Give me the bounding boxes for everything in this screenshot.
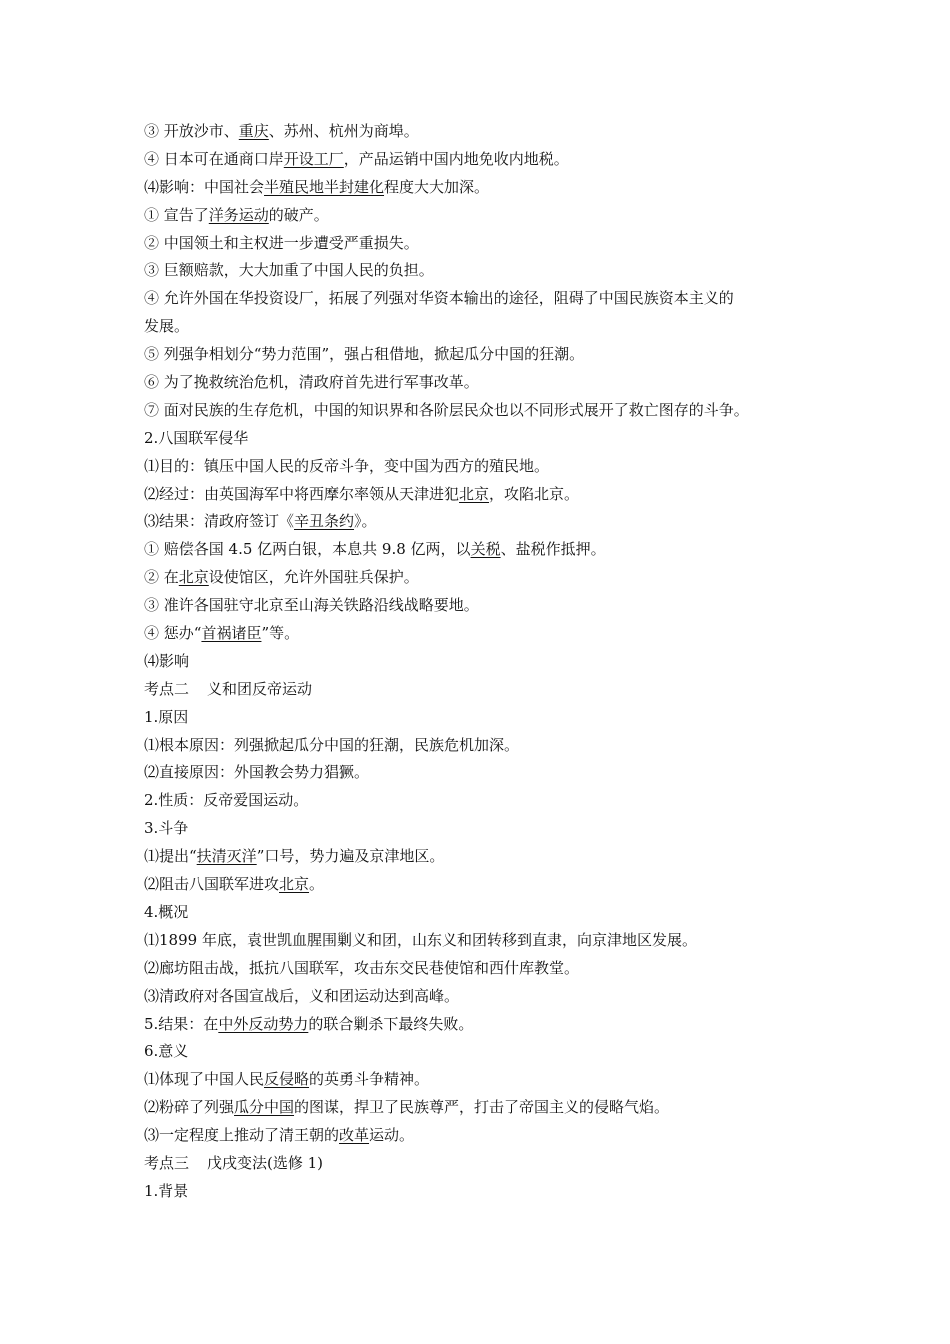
text-segment: ③ 准许各国驻守北京至山海关铁路沿线战略要地。 <box>144 596 479 615</box>
text-segment: ① 宣告了 <box>144 205 209 224</box>
text-line <box>144 1038 814 1066</box>
text-segment: 的图谋，捍卫了民族尊严，打击了帝国主义的侵略气焰。 <box>294 1098 670 1117</box>
text-segment: ⑴目的：镇压中国人民的反帝斗争，变中国为西方的殖民地。 <box>144 456 550 475</box>
text-line <box>144 202 814 230</box>
text-segment: ⑴体现了中国人民 <box>144 1070 265 1089</box>
text-line <box>144 564 814 592</box>
text-line <box>144 341 814 369</box>
text-line <box>144 843 814 871</box>
text-line <box>144 1150 814 1178</box>
text-segment: 考点三 <box>144 1153 190 1172</box>
text-segment: ④ 日本可在通商口岸 <box>144 149 284 168</box>
text-segment: ⑷影响 <box>144 651 190 670</box>
text-segment: 发展。 <box>144 317 190 336</box>
text-line <box>144 1122 814 1150</box>
text-line <box>144 676 814 704</box>
text-line <box>144 1178 814 1206</box>
text-segment: 6.意义 <box>144 1042 189 1061</box>
text-segment: 》。 <box>354 512 377 531</box>
text-line <box>144 648 814 676</box>
text-line <box>144 955 814 983</box>
text-line <box>144 313 814 341</box>
text-segment: 1.原因 <box>144 707 189 726</box>
text-segment: 考点二 <box>144 679 190 698</box>
text-line <box>144 425 814 453</box>
text-line <box>144 592 814 620</box>
underlined-term: 瓜分中国 <box>234 1098 295 1117</box>
text-segment: ⑴根本原因：列强掀起瓜分中国的狂潮，民族危机加深。 <box>144 735 520 754</box>
text-line <box>144 927 814 955</box>
text-segment: ④ 允许外国在华投资设厂，拓展了列强对华资本输出的途径，阻碍了中国民族资本主义的 <box>144 289 734 308</box>
underlined-term: 辛丑条约 <box>294 512 355 531</box>
text-segment: 设使馆区，允许外国驻兵保护。 <box>208 568 419 587</box>
text-line <box>144 787 814 815</box>
text-line <box>144 369 814 397</box>
text-segment: ⑵直接原因：外国教会势力猖獗。 <box>144 763 370 782</box>
text-line <box>144 899 814 927</box>
text-segment: ③ 巨额赔款，大大加重了中国人民的负担。 <box>144 261 434 280</box>
text-segment: ② 中国领土和主权进一步遭受严重损失。 <box>144 233 419 252</box>
underlined-term: 扶清灭洋 <box>196 847 257 866</box>
text-segment: ⑵粉碎了列强 <box>144 1098 235 1117</box>
underlined-term: 开设工厂 <box>283 149 344 168</box>
text-line <box>144 257 814 285</box>
text-segment: 义和团反帝运动 <box>207 679 313 698</box>
text-segment: ⑤ 列强争相划分“势力范围”，强占租借地，掀起瓜分中国的狂潮。 <box>144 345 585 364</box>
text-line <box>144 704 814 732</box>
text-segment: 3.斗争 <box>144 819 189 838</box>
text-segment: ⑦ 面对民族的生存危机，中国的知识界和各阶层民众也以不同形式展开了救亡图存的斗争。 <box>144 400 749 419</box>
text-segment: 的联合剿杀下最终失败。 <box>308 1014 474 1033</box>
text-segment: ⑵经过：由英国海军中将西摩尔率领从天津进犯 <box>144 484 460 503</box>
underlined-term: 重庆 <box>238 122 269 140</box>
text-line <box>144 732 814 760</box>
text-line <box>144 536 814 564</box>
text-segment: ⑶结果：清政府签订《 <box>144 512 295 531</box>
text-line <box>144 230 814 258</box>
text-segment: ”口号，势力遍及京津地区。 <box>256 847 445 866</box>
text-line <box>144 285 814 313</box>
text-line <box>144 453 814 481</box>
text-segment: ④ 惩办“ <box>144 624 202 643</box>
text-segment: ”等。 <box>261 624 300 643</box>
underlined-term: 中外反动势力 <box>218 1014 309 1033</box>
text-line <box>144 815 814 843</box>
text-segment: 、苏州、杭州为商埠。 <box>268 122 419 140</box>
text-segment: ，攻陷北京。 <box>489 484 580 503</box>
text-segment: ② 在 <box>144 568 179 587</box>
text-line <box>144 1066 814 1094</box>
text-segment: 运动。 <box>369 1126 415 1145</box>
text-segment: ⑵阻击八国联军进攻 <box>144 875 280 894</box>
text-segment: ⑶一定程度上推动了清王朝的 <box>144 1126 340 1145</box>
text-line <box>144 508 814 536</box>
text-segment: 4.概况 <box>144 902 189 921</box>
text-segment: ，产品运销中国内地免收内地税。 <box>343 149 569 168</box>
underlined-term: 半殖民地半封建化 <box>264 177 385 196</box>
text-line <box>144 759 814 787</box>
text-line <box>144 1011 814 1039</box>
document-page <box>144 118 814 1206</box>
text-line <box>144 481 814 509</box>
text-segment: ⑴1899 年底，袁世凯血腥围剿义和团，山东义和团转移到直隶，向京津地区发展。 <box>144 930 697 949</box>
text-segment: ⑶清政府对各国宣战后，义和团运动达到高峰。 <box>144 986 460 1005</box>
text-line <box>144 620 814 648</box>
text-segment: ⑵廊坊阻击战，抵抗八国联军，攻击东交民巷使馆和西什库教堂。 <box>144 958 580 977</box>
text-segment: 、盐税作抵押。 <box>500 540 606 559</box>
text-line <box>144 146 814 174</box>
text-segment: 戊戌变法(选修 1) <box>207 1153 324 1172</box>
underlined-term: 北京 <box>178 568 209 587</box>
text-segment: ③ 开放沙市、 <box>144 122 239 140</box>
text-segment: 。 <box>309 875 325 894</box>
text-segment: ⑷影响：中国社会 <box>144 177 265 196</box>
text-segment: 2.八国联军侵华 <box>144 428 249 447</box>
text-line <box>144 118 814 146</box>
text-segment: ⑥ 为了挽救统治危机，清政府首先进行军事改革。 <box>144 373 479 392</box>
underlined-term: 关税 <box>470 540 501 559</box>
text-segment: 程度大大加深。 <box>384 177 490 196</box>
underlined-term: 改革 <box>339 1126 370 1145</box>
text-line <box>144 174 814 202</box>
text-line <box>144 983 814 1011</box>
text-line <box>144 871 814 899</box>
underlined-term: 北京 <box>279 875 310 894</box>
underlined-term: 北京 <box>459 484 490 503</box>
text-segment: 5.结果：在 <box>144 1014 219 1033</box>
underlined-term: 首祸诸臣 <box>201 624 262 643</box>
text-line <box>144 397 814 425</box>
underlined-term: 反侵略 <box>264 1070 310 1089</box>
text-segment: ① 赔偿各国 4.5 亿两白银，本息共 9.8 亿两，以 <box>144 540 471 559</box>
underlined-term: 洋务运动 <box>208 205 269 224</box>
text-segment: 1.背景 <box>144 1181 189 1200</box>
text-line <box>144 1094 814 1122</box>
text-segment: 的英勇斗争精神。 <box>309 1070 430 1089</box>
text-segment: ⑴提出“ <box>144 847 197 866</box>
text-segment: 的破产。 <box>268 205 329 224</box>
text-segment: 2.性质：反帝爱国运动。 <box>144 791 309 810</box>
